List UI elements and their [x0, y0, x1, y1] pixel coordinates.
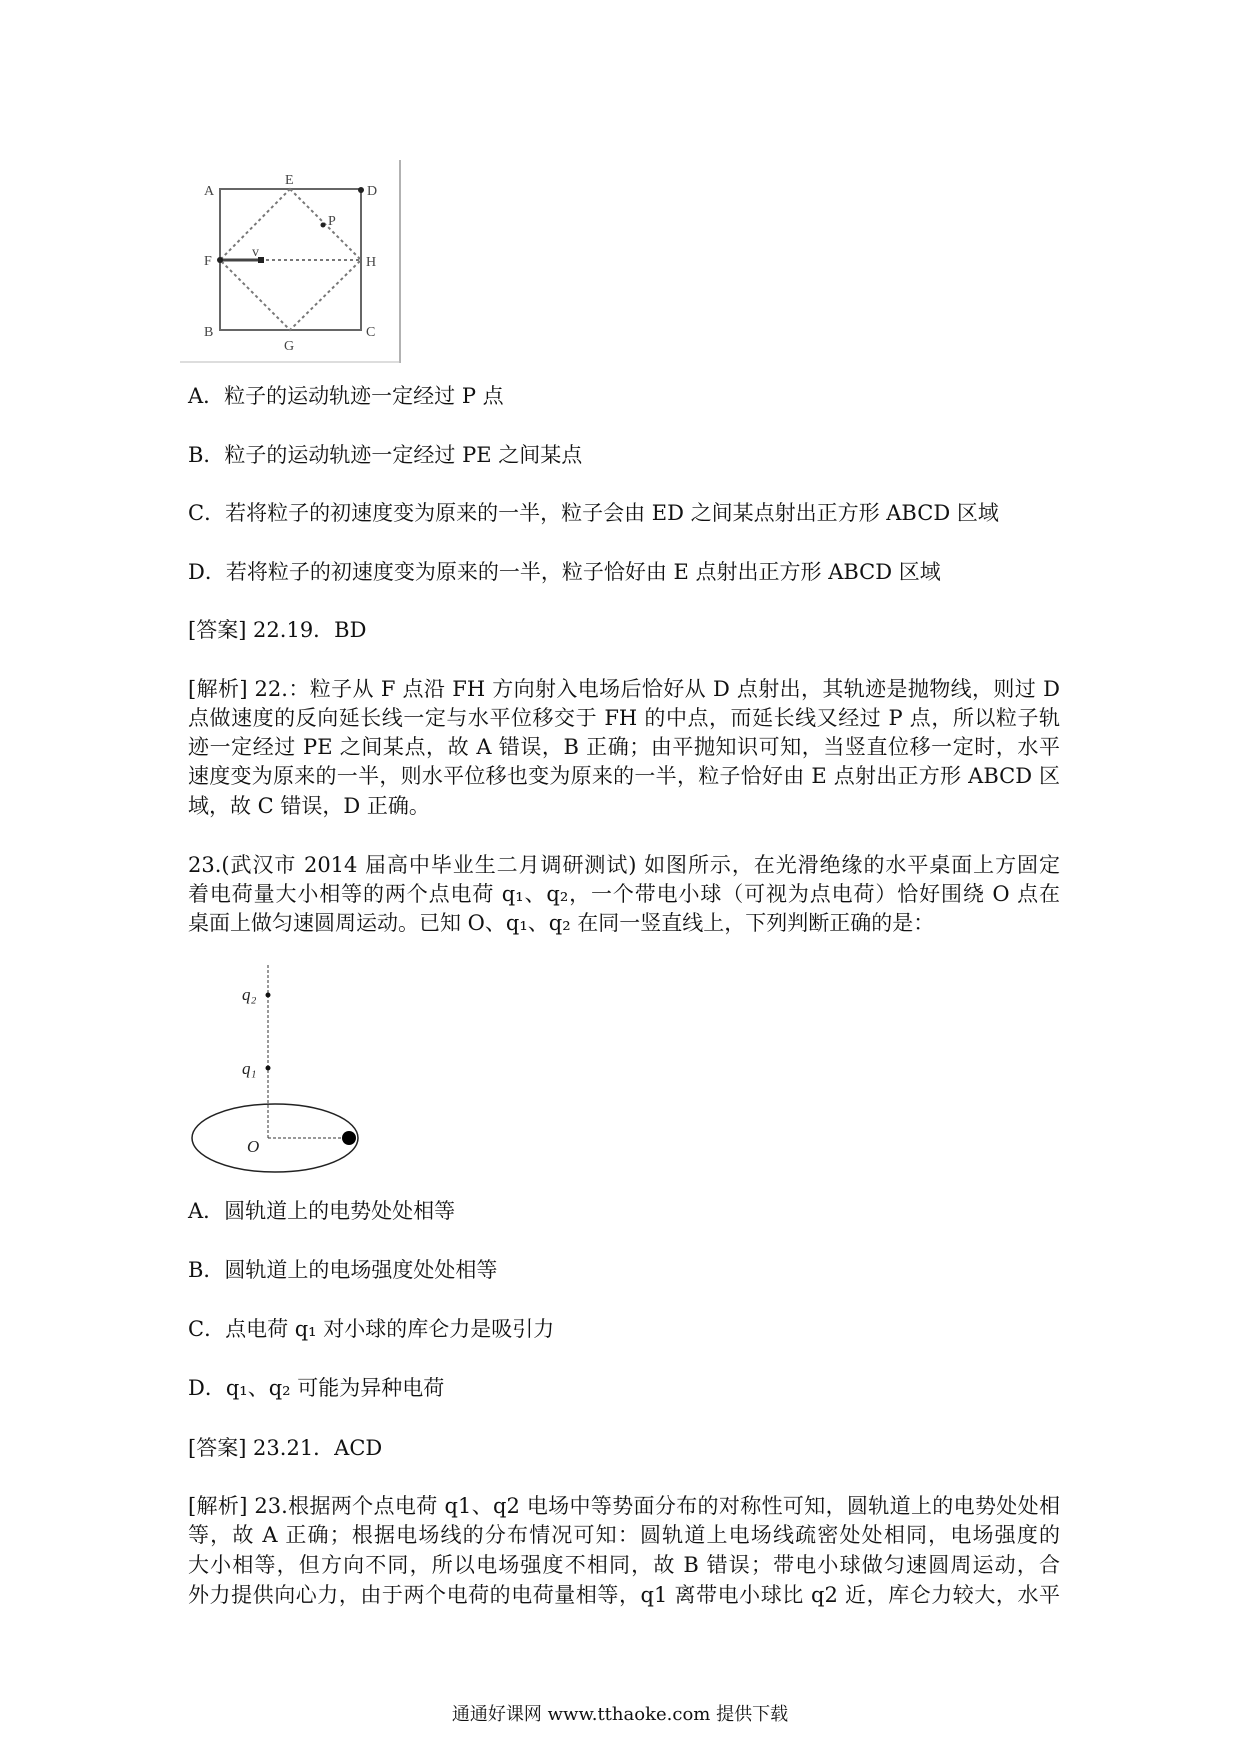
figure-charges-orbit — [180, 950, 380, 1190]
q23-stem-line: 桌面上做匀速圆周运动。已知 O、q₁、q₂ 在同一竖直线上，下列判断正确的是： — [188, 911, 935, 935]
label-H: H — [366, 255, 377, 270]
q22-analysis-line: 域，故 C 错误，D 正确。 — [188, 794, 430, 818]
q22-analysis-line: 速度变为原来的一半，则水平位移也变为原来的一半，粒子恰好由 E 点射出正方形 ABCD 区 — [188, 764, 1060, 788]
q22-option-c: C．若将粒子的初速度变为原来的一半，粒子会由 ED 之间某点射出正方形 ABCD 区域 — [188, 501, 999, 525]
q22-option-b: B．粒子的运动轨迹一定经过 PE 之间某点 — [188, 443, 583, 467]
q22-option-a: A．粒子的运动轨迹一定经过 P 点 — [188, 384, 504, 408]
q22-analysis-line: 迹一定经过 PE 之间某点，故 A 错误，B 正确；由平抛知识可知，当竖直位移一定时，水平 — [188, 735, 1060, 759]
q22-option-d: D．若将粒子的初速度变为原来的一半，粒子恰好由 E 点射出正方形 ABCD 区域 — [188, 560, 941, 584]
q23-analysis-line: 大小相等，但方向不同，所以电场强度不相同，故 B 错误；带电小球做匀速圆周运动，合 — [188, 1553, 1060, 1577]
q23-analysis-line: 外力提供向心力，由于两个电荷的电荷量相等，q1 离带电小球比 q2 近，库仑力较大，水平 — [188, 1583, 1060, 1607]
q22-analysis-line: [解析] 22.：粒子从 F 点沿 FH 方向射入电场后恰好从 D 点射出，其轨迹是抛物线，则过 D — [188, 677, 1060, 701]
q23-analysis-line: [解析] 23.根据两个点电荷 q1、q2 电场中等势面分布的对称性可知，圆轨道上的电势处处相 — [188, 1494, 1060, 1518]
page-footer: 通通好课网 www.tthaoke.com 提供下载 — [451, 1704, 789, 1725]
q23-option-b: B．圆轨道上的电场强度处处相等 — [188, 1258, 498, 1282]
q23-option-d: D．q₁、q₂ 可能为异种电荷 — [188, 1376, 445, 1400]
label-C: C — [366, 325, 376, 340]
q23-stem-line: 着电荷量大小相等的两个点电荷 q₁、q₂，一个带电小球（可视为点电荷）恰好围绕 O 点在 — [188, 882, 1060, 906]
q23-answer: [答案] 23.21．ACD — [188, 1436, 383, 1460]
q23-option-c: C．点电荷 q₁ 对小球的库仑力是吸引力 — [188, 1317, 555, 1341]
figure-square-abcd — [180, 150, 420, 380]
label-D: D — [367, 184, 378, 199]
label-F: F — [204, 254, 212, 269]
label-q1: q₁ — [242, 1059, 257, 1078]
q23-option-a: A．圆轨道上的电势处处相等 — [188, 1199, 456, 1223]
label-v: v — [252, 245, 259, 260]
label-E: E — [285, 173, 294, 188]
label-G: G — [284, 339, 295, 354]
q23-stem-line: 23.(武汉市 2014 届高中毕业生二月调研测试) 如图所示，在光滑绝缘的水平桌面上方固定 — [188, 853, 1060, 877]
label-B: B — [204, 325, 214, 340]
label-q2: q₂ — [242, 985, 257, 1004]
label-O: O — [247, 1137, 260, 1156]
q23-analysis-line: 等，故 A 正确；根据电场线的分布情况可知：圆轨道上电场线疏密处处相同，电场强度的 — [188, 1523, 1060, 1547]
label-A: A — [204, 184, 215, 199]
label-P: P — [328, 214, 336, 229]
q22-analysis-line: 点做速度的反向延长线一定与水平位移交于 FH 的中点，而延长线又经过 P 点，所以粒子轨 — [188, 706, 1060, 730]
q22-answer: [答案] 22.19．BD — [188, 618, 367, 642]
